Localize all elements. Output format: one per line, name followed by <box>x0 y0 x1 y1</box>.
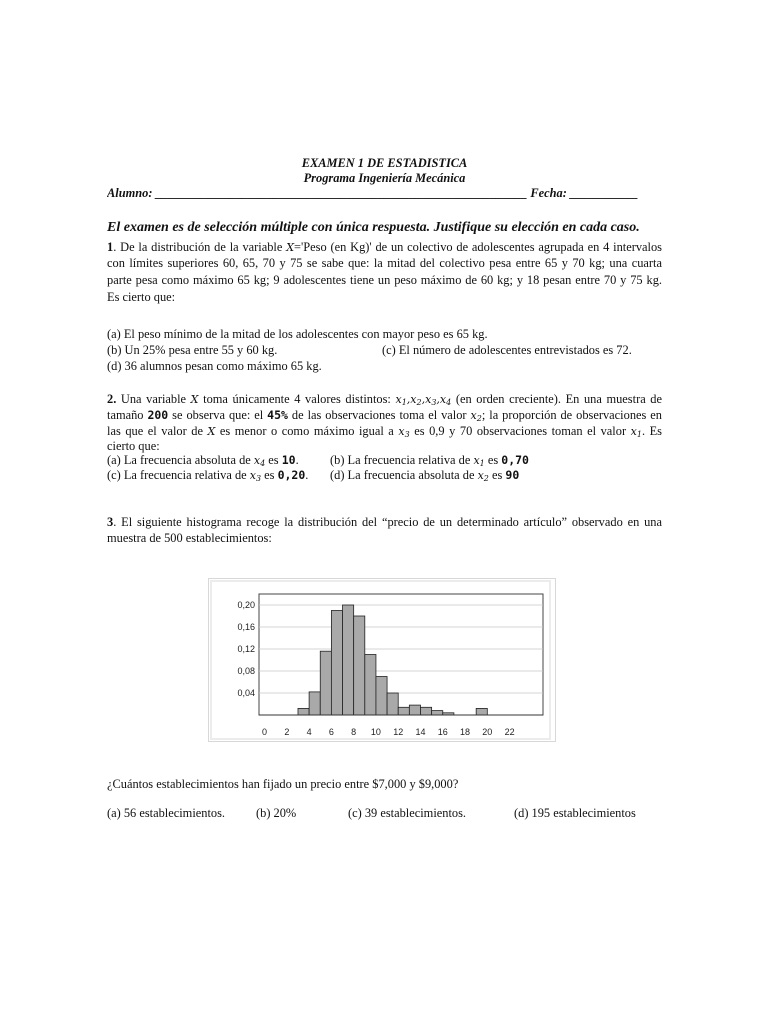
q1-option-c: (c) El número de adolescentes entrevistados es 72. <box>382 343 632 357</box>
q2-option-a: (a) La frecuencia absoluta de $x_4$ es 10. <box>107 453 299 468</box>
date-label: Fecha: <box>530 186 567 200</box>
x-tick-label: 20 <box>482 727 493 737</box>
exam-title: EXAMEN 1 DE ESTADISTICA <box>301 156 468 170</box>
x-tick-label: 2 <box>284 727 290 737</box>
exam-instructions: El examen es de selección múltiple con única respuesta. Justifique su elección en cada caso. <box>107 220 640 235</box>
q2-line-4: cierto que: <box>107 439 160 453</box>
y-tick-label: 0,08 <box>237 666 255 676</box>
x-tick-label: 10 <box>370 727 381 737</box>
histogram-bar <box>354 616 365 715</box>
price-histogram <box>208 578 556 746</box>
q1-option-b: (b) Un 25% pesa entre 55 y 60 kg. <box>107 343 278 357</box>
date-blank: ___________ <box>569 186 639 200</box>
x-tick-label: 14 <box>415 727 426 737</box>
q1-number: 1 <box>107 240 114 254</box>
y-tick-label: 0,04 <box>237 688 255 698</box>
x-tick-label: 4 <box>306 727 312 737</box>
q2-line-2: tamaño 200 se observa que: el 45% de las observaciones toma el valor $x_2$; la proporción de observaciones en <box>107 408 662 423</box>
student-name-blank: ____________________________________________________________ <box>155 186 528 200</box>
histogram-bar <box>298 708 309 715</box>
q1-line-2: con límites superiores 60, 65, 70 y 75 se sabe que: la mitad del colectivo pesa entre 65 y 70 kg; una cuarta <box>107 256 662 270</box>
histogram-bar <box>376 677 387 716</box>
histogram-bar <box>476 708 487 715</box>
q2-line-1: 2. Una variable X toma únicamente 4 valores distintos: $x_1,x_2,x_3,x_4$ (en orden creciente). En una muestra de <box>107 392 663 407</box>
q3-number: 3 <box>107 515 114 529</box>
y-tick-label: 0,16 <box>237 622 255 632</box>
q1-option-d: (d) 36 alumnos pesan como máximo 65 kg. <box>107 359 322 373</box>
histogram-bar <box>331 611 342 716</box>
q3-option-c: (c) 39 establecimientos. <box>348 806 467 820</box>
q2-line-3: las que el valor de X es menor o como máximo igual a $x_3$ es 0,9 y 70 observaciones toman el valor $x_1$. Es <box>107 424 662 439</box>
histogram-bar <box>420 707 431 715</box>
q3-option-b: (b) 20% <box>256 806 297 820</box>
histogram-bar <box>365 655 376 716</box>
histogram-bar <box>343 605 354 715</box>
histogram-bar <box>398 707 409 715</box>
histogram-bar <box>309 692 320 715</box>
q1-line-1: 1. De la distribución de la variable X='Peso (en Kg)' de un colectivo de adolescentes agrupada en 4 intervalos <box>107 240 662 254</box>
x-tick-label: 12 <box>393 727 404 737</box>
histogram-bar <box>320 651 331 715</box>
histogram-bar <box>409 705 420 715</box>
q3-question: ¿Cuántos establecimientos han fijado un precio entre $7,000 y $9,000? <box>107 777 459 791</box>
q3-option-d: (d) 195 establecimientos <box>514 806 636 820</box>
q3-line-1: 3. El siguiente histograma recoge la distribución del “precio de un determinado artículo” observado en una <box>107 515 662 529</box>
x-tick-label: 22 <box>504 727 515 737</box>
q2-option-c: (c) La frecuencia relativa de $x_3$ es 0,20. <box>107 468 309 483</box>
q2-option-b: (b) La frecuencia relativa de $x_1$ es 0,70 <box>330 453 529 468</box>
q1-line-4: Es cierto que: <box>107 290 176 304</box>
x-tick-label: 18 <box>460 727 471 737</box>
student-label: Alumno: <box>107 186 153 200</box>
histogram-bar <box>387 693 398 715</box>
program-name: Programa Ingeniería Mecánica <box>303 171 466 185</box>
q1-line-3: parte pesa como máximo 65 kg; 9 adolescentes tiene un peso máximo de 60 kg; y 18 pesan entre 70 y 75 kg. <box>107 273 662 287</box>
y-tick-label: 0,12 <box>237 644 255 654</box>
y-tick-label: 0,20 <box>237 600 255 610</box>
x-tick-label: 6 <box>328 727 334 737</box>
x-tick-label: 8 <box>351 727 357 737</box>
histogram-bar <box>432 711 443 715</box>
student-date-line <box>107 186 662 201</box>
q1-option-a: (a) El peso mínimo de la mitad de los adolescentes con mayor peso es 65 kg. <box>107 327 488 341</box>
plot-area <box>259 594 543 715</box>
q2-option-d: (d) La frecuencia absoluta de $x_2$ es 90 <box>330 468 520 483</box>
q3-line-2: muestra de 500 establecimientos: <box>107 531 272 545</box>
x-tick-label: 0 <box>262 727 268 737</box>
q3-option-a: (a) 56 establecimientos. <box>107 806 226 820</box>
q2-number: 2. <box>107 392 117 406</box>
x-tick-label: 16 <box>437 727 448 737</box>
